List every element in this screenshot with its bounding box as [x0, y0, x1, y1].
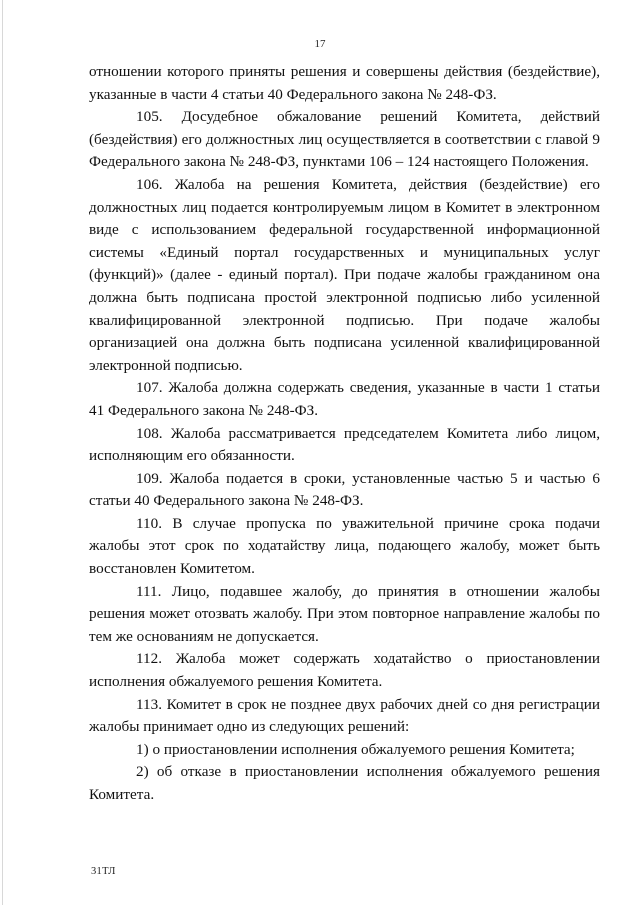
scan-edge-line — [2, 0, 3, 905]
paragraph-108: 108. Жалоба рассматривается председателем Комитета либо лицом, исполняющим его обязанности. — [89, 424, 600, 465]
paragraph-110: 110. В случае пропуска по уважительной причине срока подачи жалобы этот срок по ходатайству лица, подающего жалобу, может быть восстановлен Комитетом. — [89, 514, 600, 578]
paragraph-112: 112. Жалоба может содержать ходатайство о приостановлении исполнения обжалуемого решения Комитета. — [89, 650, 600, 691]
paragraph-109: 109. Жалоба подается в сроки, установленные частью 5 и частью 6 статьи 40 Федерального закона № 248-ФЗ. — [89, 469, 600, 510]
paragraph-105: 105. Досудебное обжалование решений Комитета, действий (бездействия) его должностных лиц осуществляется в соответствии с главой 9 Федерального закона № 248-ФЗ, пунктами 106 – 124 настоящего Положения. — [89, 108, 600, 171]
document-body — [89, 61, 600, 807]
footer-document-code: 31ТЛ — [91, 866, 116, 877]
page-number: 17 — [314, 38, 326, 50]
paragraph-continuation: отношении которого приняты решения и совершены действия (бездействие), указанные в части 4 статьи 40 Федерального закона № 248-ФЗ. — [89, 63, 600, 103]
list-item-113-1: 1) о приостановлении исполнения обжалуемого решения Комитета; — [136, 740, 575, 758]
list-item-113-2: 2) об отказе в приостановлении исполнения обжалуемого решения Комитета. — [89, 763, 600, 803]
paragraph-113: 113. Комитет в срок не позднее двух рабочих дней со дня регистрации жалобы принимает одно из следующих решений: — [89, 695, 600, 736]
paragraph-111: 111. Лицо, подавшее жалобу, до принятия в отношении жалобы решения может отозвать жалобу. При этом повторное направление жалобы по тем же основаниям не допускается. — [89, 582, 600, 645]
paragraph-106: 106. Жалоба на решения Комитета, действия (бездействие) его должностных лиц подается контролируемым лицом в Комитет в электронном виде с использованием федеральной государственной информационной системы «Единый портал государственных и муниципальных услуг (функций)» (далее - единый портал). При подаче жалобы гражданином она должна быть подписана простой электронной подписью либо усиленной квалифицированной электронной подписью. При подаче жалобы организацией она должна быть подписана усиленной квалифицированной электронной подписью. — [89, 175, 600, 374]
paragraph-107: 107. Жалоба должна содержать сведения, указанные в части 1 статьи 41 Федерального закона № 248-ФЗ. — [89, 379, 600, 419]
